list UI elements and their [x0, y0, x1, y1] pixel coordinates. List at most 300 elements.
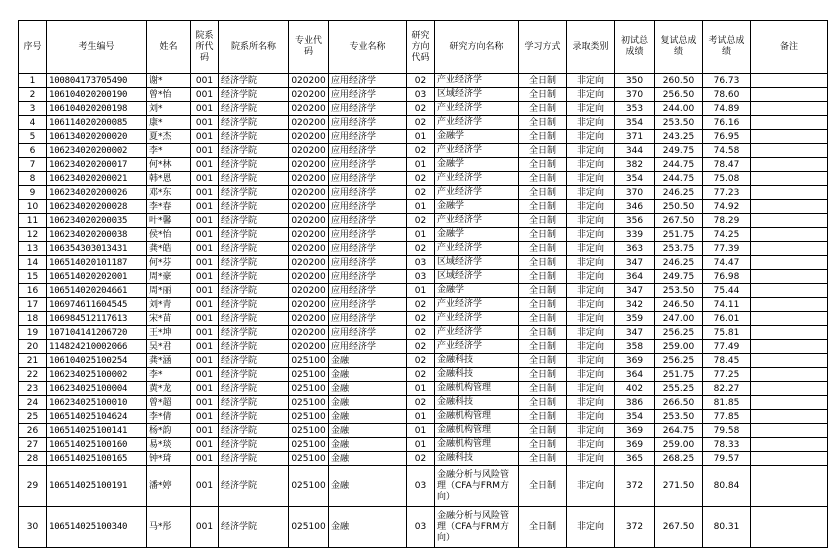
cell-remarks	[751, 74, 828, 88]
cell-admission-type: 非定向	[567, 228, 615, 242]
cell-study-mode: 全日制	[519, 396, 567, 410]
cell-total-score: 76.98	[703, 270, 751, 284]
cell-index: 20	[19, 340, 47, 354]
cell-remarks	[751, 424, 828, 438]
cell-study-mode: 全日制	[519, 507, 567, 548]
header-direction-code: 研究方向代码	[407, 21, 435, 74]
cell-name: 周*丽	[147, 284, 191, 298]
cell-remarks	[751, 186, 828, 200]
cell-major-code: 020200	[289, 200, 329, 214]
cell-candidate-id: 106354303013431	[47, 242, 147, 256]
cell-remarks	[751, 158, 828, 172]
cell-remarks	[751, 214, 828, 228]
cell-direction-code: 01	[407, 424, 435, 438]
cell-candidate-id: 106514020204661	[47, 284, 147, 298]
cell-dept-name: 经济学院	[219, 382, 289, 396]
table-row	[19, 144, 828, 158]
cell-total-score: 75.44	[703, 284, 751, 298]
cell-candidate-id: 106974611604545	[47, 298, 147, 312]
cell-dept-code: 001	[191, 102, 219, 116]
cell-index: 27	[19, 438, 47, 452]
cell-name: 康*	[147, 116, 191, 130]
cell-dept-name: 经济学院	[219, 116, 289, 130]
cell-major-code: 025100	[289, 466, 329, 507]
cell-prelim-score: 363	[615, 242, 655, 256]
cell-direction-code: 03	[407, 507, 435, 548]
cell-candidate-id: 106104025100254	[47, 354, 147, 368]
cell-admission-type: 非定向	[567, 158, 615, 172]
cell-index: 14	[19, 256, 47, 270]
cell-admission-type: 非定向	[567, 102, 615, 116]
cell-retest-score: 250.50	[655, 200, 703, 214]
table-row	[19, 382, 828, 396]
cell-candidate-id: 106104020200198	[47, 102, 147, 116]
cell-prelim-score: 359	[615, 312, 655, 326]
cell-dept-code: 001	[191, 256, 219, 270]
table-row	[19, 88, 828, 102]
cell-dept-name: 经济学院	[219, 200, 289, 214]
cell-major-name: 金融	[329, 382, 407, 396]
cell-direction-code: 01	[407, 382, 435, 396]
cell-study-mode: 全日制	[519, 340, 567, 354]
cell-major-code: 020200	[289, 312, 329, 326]
cell-index: 22	[19, 368, 47, 382]
cell-study-mode: 全日制	[519, 200, 567, 214]
cell-total-score: 77.39	[703, 242, 751, 256]
cell-remarks	[751, 172, 828, 186]
cell-name: 邓*东	[147, 186, 191, 200]
cell-remarks	[751, 298, 828, 312]
cell-remarks	[751, 200, 828, 214]
cell-major-name: 应用经济学	[329, 242, 407, 256]
cell-dept-code: 001	[191, 214, 219, 228]
cell-direction-name: 区域经济学	[435, 270, 519, 284]
cell-admission-type: 非定向	[567, 410, 615, 424]
cell-dept-name: 经济学院	[219, 242, 289, 256]
cell-candidate-id: 106984512117613	[47, 312, 147, 326]
cell-prelim-score: 344	[615, 144, 655, 158]
cell-candidate-id: 106514025100165	[47, 452, 147, 466]
cell-direction-code: 01	[407, 284, 435, 298]
cell-index: 5	[19, 130, 47, 144]
cell-remarks	[751, 312, 828, 326]
cell-candidate-id: 100804173705490	[47, 74, 147, 88]
cell-dept-name: 经济学院	[219, 354, 289, 368]
cell-major-name: 应用经济学	[329, 200, 407, 214]
cell-direction-code: 02	[407, 312, 435, 326]
cell-study-mode: 全日制	[519, 116, 567, 130]
table-row	[19, 186, 828, 200]
cell-prelim-score: 356	[615, 214, 655, 228]
cell-dept-name: 经济学院	[219, 410, 289, 424]
cell-prelim-score: 382	[615, 158, 655, 172]
header-dept-name: 院系所名称	[219, 21, 289, 74]
cell-dept-code: 001	[191, 438, 219, 452]
cell-major-code: 020200	[289, 102, 329, 116]
cell-major-name: 应用经济学	[329, 326, 407, 340]
cell-remarks	[751, 507, 828, 548]
table-row	[19, 102, 828, 116]
table-row	[19, 424, 828, 438]
cell-direction-code: 02	[407, 326, 435, 340]
table-row	[19, 340, 828, 354]
cell-prelim-score: 386	[615, 396, 655, 410]
cell-remarks	[751, 256, 828, 270]
cell-prelim-score: 358	[615, 340, 655, 354]
header-admission-type: 录取类别	[567, 21, 615, 74]
cell-admission-type: 非定向	[567, 74, 615, 88]
header-index: 序号	[19, 21, 47, 74]
table-row	[19, 466, 828, 507]
cell-prelim-score: 371	[615, 130, 655, 144]
cell-retest-score: 259.00	[655, 438, 703, 452]
cell-index: 11	[19, 214, 47, 228]
cell-candidate-id: 114824210002066	[47, 340, 147, 354]
cell-index: 24	[19, 396, 47, 410]
header-candidate-id: 考生编号	[47, 21, 147, 74]
cell-name: 侯*怡	[147, 228, 191, 242]
cell-direction-name: 金融学	[435, 228, 519, 242]
cell-major-name: 应用经济学	[329, 270, 407, 284]
cell-candidate-id: 106234025100004	[47, 382, 147, 396]
cell-total-score: 79.57	[703, 452, 751, 466]
cell-admission-type: 非定向	[567, 242, 615, 256]
cell-name: 黄*龙	[147, 382, 191, 396]
cell-name: 刘*青	[147, 298, 191, 312]
table-row	[19, 172, 828, 186]
cell-study-mode: 全日制	[519, 354, 567, 368]
cell-admission-type: 非定向	[567, 312, 615, 326]
cell-dept-code: 001	[191, 144, 219, 158]
cell-candidate-id: 106234020200028	[47, 200, 147, 214]
cell-dept-name: 经济学院	[219, 396, 289, 410]
cell-major-code: 025100	[289, 410, 329, 424]
cell-candidate-id: 106114020200085	[47, 116, 147, 130]
cell-direction-name: 金融机构管理	[435, 438, 519, 452]
cell-study-mode: 全日制	[519, 256, 567, 270]
cell-candidate-id: 106234020200038	[47, 228, 147, 242]
cell-retest-score: 244.00	[655, 102, 703, 116]
cell-total-score: 75.81	[703, 326, 751, 340]
cell-dept-code: 001	[191, 284, 219, 298]
table-row	[19, 200, 828, 214]
cell-total-score: 76.01	[703, 312, 751, 326]
cell-major-name: 金融	[329, 424, 407, 438]
header-total-score: 考试总成绩	[703, 21, 751, 74]
cell-index: 2	[19, 88, 47, 102]
cell-dept-code: 001	[191, 242, 219, 256]
cell-dept-code: 001	[191, 74, 219, 88]
cell-study-mode: 全日制	[519, 74, 567, 88]
cell-remarks	[751, 116, 828, 130]
cell-retest-score: 260.50	[655, 74, 703, 88]
cell-total-score: 78.29	[703, 214, 751, 228]
cell-dept-code: 001	[191, 200, 219, 214]
table-row	[19, 242, 828, 256]
cell-admission-type: 非定向	[567, 368, 615, 382]
cell-major-name: 应用经济学	[329, 186, 407, 200]
cell-major-name: 金融	[329, 410, 407, 424]
cell-dept-name: 经济学院	[219, 424, 289, 438]
cell-dept-code: 001	[191, 158, 219, 172]
cell-total-score: 77.49	[703, 340, 751, 354]
cell-direction-name: 金融学	[435, 284, 519, 298]
cell-direction-name: 产业经济学	[435, 340, 519, 354]
header-major-code: 专业代码	[289, 21, 329, 74]
cell-direction-name: 产业经济学	[435, 116, 519, 130]
cell-dept-code: 001	[191, 424, 219, 438]
cell-retest-score: 244.75	[655, 172, 703, 186]
table-row	[19, 256, 828, 270]
cell-major-code: 020200	[289, 116, 329, 130]
cell-prelim-score: 354	[615, 172, 655, 186]
cell-total-score: 74.89	[703, 102, 751, 116]
cell-name: 潘*婷	[147, 466, 191, 507]
cell-dept-code: 001	[191, 298, 219, 312]
cell-admission-type: 非定向	[567, 214, 615, 228]
cell-dept-name: 经济学院	[219, 144, 289, 158]
cell-major-name: 金融	[329, 354, 407, 368]
cell-prelim-score: 364	[615, 368, 655, 382]
cell-direction-code: 02	[407, 242, 435, 256]
cell-prelim-score: 365	[615, 452, 655, 466]
cell-candidate-id: 106234025100002	[47, 368, 147, 382]
cell-prelim-score: 342	[615, 298, 655, 312]
cell-direction-code: 03	[407, 256, 435, 270]
cell-major-name: 金融	[329, 452, 407, 466]
cell-remarks	[751, 326, 828, 340]
cell-major-name: 应用经济学	[329, 144, 407, 158]
cell-remarks	[751, 228, 828, 242]
cell-direction-code: 02	[407, 340, 435, 354]
cell-candidate-id: 106134020200020	[47, 130, 147, 144]
cell-admission-type: 非定向	[567, 354, 615, 368]
cell-name: 易*琰	[147, 438, 191, 452]
cell-index: 15	[19, 270, 47, 284]
cell-major-code: 025100	[289, 438, 329, 452]
cell-dept-code: 001	[191, 396, 219, 410]
cell-dept-code: 001	[191, 116, 219, 130]
table-row	[19, 438, 828, 452]
cell-direction-code: 02	[407, 214, 435, 228]
table-row	[19, 74, 828, 88]
cell-direction-code: 01	[407, 130, 435, 144]
cell-total-score: 77.23	[703, 186, 751, 200]
cell-major-name: 应用经济学	[329, 298, 407, 312]
cell-index: 30	[19, 507, 47, 548]
header-name: 姓名	[147, 21, 191, 74]
cell-dept-name: 经济学院	[219, 74, 289, 88]
cell-study-mode: 全日制	[519, 326, 567, 340]
cell-index: 3	[19, 102, 47, 116]
cell-total-score: 74.58	[703, 144, 751, 158]
cell-dept-name: 经济学院	[219, 228, 289, 242]
cell-study-mode: 全日制	[519, 144, 567, 158]
cell-direction-name: 产业经济学	[435, 186, 519, 200]
cell-admission-type: 非定向	[567, 144, 615, 158]
cell-total-score: 74.92	[703, 200, 751, 214]
cell-name: 刘*	[147, 102, 191, 116]
cell-total-score: 78.60	[703, 88, 751, 102]
cell-direction-name: 金融分析与风险管理（CFA与FRM方向）	[435, 466, 519, 507]
cell-dept-code: 001	[191, 228, 219, 242]
cell-name: 叶*馨	[147, 214, 191, 228]
cell-remarks	[751, 340, 828, 354]
cell-direction-code: 02	[407, 116, 435, 130]
cell-prelim-score: 370	[615, 88, 655, 102]
cell-study-mode: 全日制	[519, 438, 567, 452]
cell-index: 26	[19, 424, 47, 438]
cell-retest-score: 246.25	[655, 186, 703, 200]
cell-direction-name: 金融科技	[435, 396, 519, 410]
cell-retest-score: 243.25	[655, 130, 703, 144]
cell-total-score: 82.27	[703, 382, 751, 396]
header-major-name: 专业名称	[329, 21, 407, 74]
cell-total-score: 76.95	[703, 130, 751, 144]
cell-retest-score: 267.50	[655, 507, 703, 548]
cell-direction-code: 03	[407, 466, 435, 507]
table-row	[19, 312, 828, 326]
cell-name: 曾*超	[147, 396, 191, 410]
cell-dept-code: 001	[191, 88, 219, 102]
cell-total-score: 78.45	[703, 354, 751, 368]
cell-study-mode: 全日制	[519, 172, 567, 186]
cell-prelim-score: 347	[615, 326, 655, 340]
cell-major-code: 020200	[289, 284, 329, 298]
cell-dept-code: 001	[191, 186, 219, 200]
cell-major-name: 金融	[329, 438, 407, 452]
cell-name: 李*	[147, 368, 191, 382]
cell-major-code: 020200	[289, 340, 329, 354]
cell-direction-code: 02	[407, 354, 435, 368]
cell-admission-type: 非定向	[567, 438, 615, 452]
cell-prelim-score: 402	[615, 382, 655, 396]
cell-name: 王*坤	[147, 326, 191, 340]
cell-direction-name: 金融学	[435, 130, 519, 144]
table-row	[19, 228, 828, 242]
cell-admission-type: 非定向	[567, 396, 615, 410]
cell-major-code: 020200	[289, 298, 329, 312]
cell-remarks	[751, 410, 828, 424]
cell-admission-type: 非定向	[567, 200, 615, 214]
cell-prelim-score: 347	[615, 284, 655, 298]
cell-major-code: 020200	[289, 228, 329, 242]
table-row	[19, 396, 828, 410]
cell-retest-score: 256.25	[655, 326, 703, 340]
cell-candidate-id: 106514025100191	[47, 466, 147, 507]
cell-study-mode: 全日制	[519, 158, 567, 172]
cell-dept-name: 经济学院	[219, 326, 289, 340]
cell-index: 1	[19, 74, 47, 88]
cell-major-name: 应用经济学	[329, 116, 407, 130]
cell-candidate-id: 106514025100141	[47, 424, 147, 438]
cell-dept-code: 001	[191, 340, 219, 354]
cell-total-score: 74.47	[703, 256, 751, 270]
cell-index: 9	[19, 186, 47, 200]
cell-study-mode: 全日制	[519, 88, 567, 102]
cell-remarks	[751, 88, 828, 102]
cell-direction-code: 02	[407, 144, 435, 158]
cell-total-score: 78.47	[703, 158, 751, 172]
cell-study-mode: 全日制	[519, 242, 567, 256]
cell-name: 周*豪	[147, 270, 191, 284]
cell-direction-name: 产业经济学	[435, 144, 519, 158]
cell-index: 19	[19, 326, 47, 340]
cell-prelim-score: 372	[615, 466, 655, 507]
cell-retest-score: 259.00	[655, 340, 703, 354]
cell-direction-name: 金融科技	[435, 354, 519, 368]
cell-prelim-score: 369	[615, 438, 655, 452]
cell-index: 12	[19, 228, 47, 242]
cell-direction-name: 产业经济学	[435, 312, 519, 326]
cell-major-code: 020200	[289, 74, 329, 88]
cell-dept-name: 经济学院	[219, 507, 289, 548]
cell-major-name: 应用经济学	[329, 214, 407, 228]
cell-study-mode: 全日制	[519, 452, 567, 466]
cell-dept-name: 经济学院	[219, 284, 289, 298]
admission-table	[18, 20, 828, 548]
cell-index: 25	[19, 410, 47, 424]
cell-retest-score: 264.75	[655, 424, 703, 438]
cell-prelim-score: 346	[615, 200, 655, 214]
cell-major-name: 金融	[329, 396, 407, 410]
cell-dept-name: 经济学院	[219, 438, 289, 452]
header-dept-code: 院系所代码	[191, 21, 219, 74]
cell-index: 29	[19, 466, 47, 507]
cell-dept-code: 001	[191, 507, 219, 548]
cell-dept-name: 经济学院	[219, 186, 289, 200]
cell-dept-name: 经济学院	[219, 88, 289, 102]
cell-candidate-id: 106104020200190	[47, 88, 147, 102]
cell-dept-code: 001	[191, 172, 219, 186]
cell-admission-type: 非定向	[567, 270, 615, 284]
cell-prelim-score: 347	[615, 256, 655, 270]
cell-major-name: 应用经济学	[329, 102, 407, 116]
cell-major-code: 020200	[289, 158, 329, 172]
cell-admission-type: 非定向	[567, 298, 615, 312]
table-row	[19, 214, 828, 228]
cell-direction-name: 金融学	[435, 158, 519, 172]
cell-prelim-score: 369	[615, 354, 655, 368]
cell-direction-name: 金融分析与风险管理（CFA与FRM方向）	[435, 507, 519, 548]
cell-direction-name: 产业经济学	[435, 74, 519, 88]
cell-total-score: 74.11	[703, 298, 751, 312]
cell-direction-name: 金融机构管理	[435, 410, 519, 424]
table-header	[19, 21, 828, 74]
cell-dept-name: 经济学院	[219, 466, 289, 507]
cell-admission-type: 非定向	[567, 382, 615, 396]
cell-retest-score: 253.50	[655, 284, 703, 298]
cell-major-name: 应用经济学	[329, 228, 407, 242]
cell-direction-name: 产业经济学	[435, 102, 519, 116]
cell-name: 李*倩	[147, 410, 191, 424]
cell-admission-type: 非定向	[567, 130, 615, 144]
cell-name: 韩*恩	[147, 172, 191, 186]
cell-name: 李*春	[147, 200, 191, 214]
cell-dept-name: 经济学院	[219, 270, 289, 284]
cell-study-mode: 全日制	[519, 368, 567, 382]
cell-remarks	[751, 130, 828, 144]
table-row	[19, 354, 828, 368]
cell-major-name: 应用经济学	[329, 158, 407, 172]
table-row	[19, 270, 828, 284]
cell-study-mode: 全日制	[519, 130, 567, 144]
cell-remarks	[751, 284, 828, 298]
cell-direction-name: 产业经济学	[435, 242, 519, 256]
cell-retest-score: 246.25	[655, 256, 703, 270]
cell-dept-code: 001	[191, 312, 219, 326]
cell-dept-code: 001	[191, 452, 219, 466]
